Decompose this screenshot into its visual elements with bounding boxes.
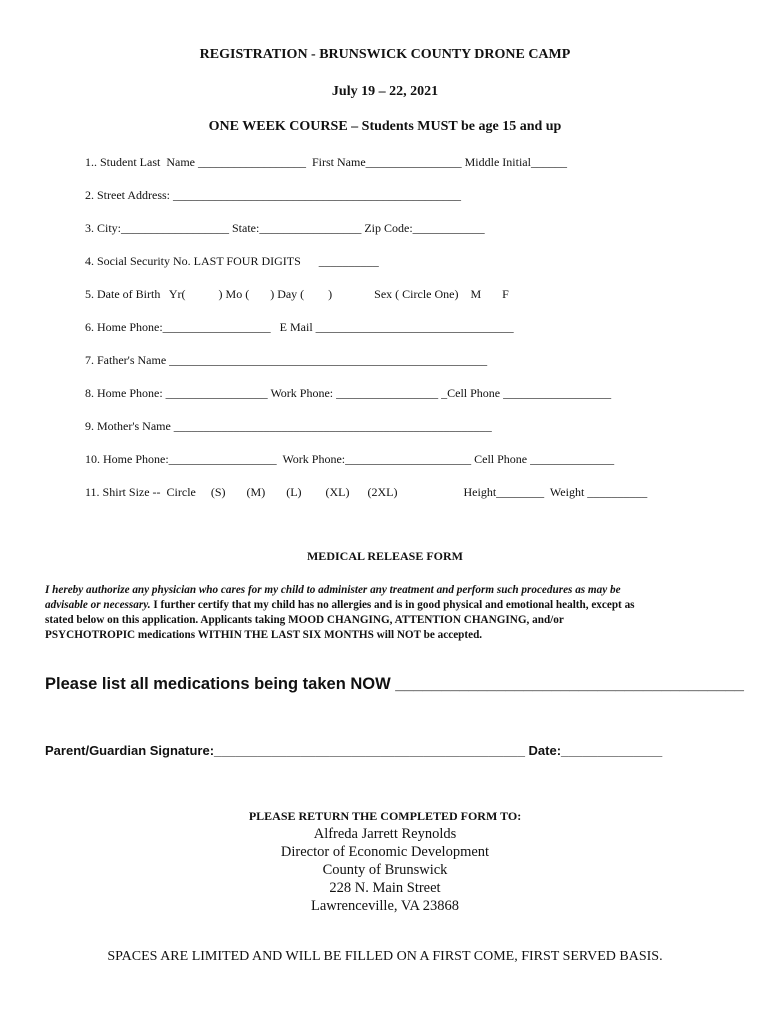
medical-release-title: MEDICAL RELEASE FORM <box>306 549 464 563</box>
field-mothers-name[interactable]: 9. Mother's Name _____________________________________________________ <box>85 419 492 433</box>
field-fathers-name[interactable]: 7. Father's Name _____________________________________________________ <box>85 353 488 367</box>
field-date-of-birth-sex[interactable]: 5. Date of Birth Yr( ) Mo ( ) Day ( ) Sex ( Circle One) M F <box>85 287 509 301</box>
return-heading: PLEASE RETURN THE COMPLETED FORM TO: <box>248 809 522 823</box>
release-italic-line-1: I hereby authorize any physician who cares for my child to administer any treatment and perform such procedures as may be <box>45 584 621 596</box>
release-italic-line-2: advisable or necessary. <box>45 599 151 611</box>
address-line: Alfreda Jarrett Reynolds <box>313 826 457 842</box>
medications-field[interactable]: Please list all medications being taken NOW ______________________________________ <box>45 675 744 693</box>
release-line-3: stated below on this application. Applicants taking MOOD CHANGING, ATTENTION CHANGING, and/or <box>45 614 564 626</box>
medical-release-text <box>45 583 725 643</box>
address-line: 228 N. Main Street <box>329 880 441 896</box>
course-note: ONE WEEK COURSE – Students MUST be age 15 and up <box>208 119 562 134</box>
footer-notice: SPACES ARE LIMITED AND WILL BE FILLED ON A FIRST COME, FIRST SERVED BASIS. <box>107 949 663 964</box>
field-home-phone-email[interactable]: 6. Home Phone:__________________ E Mail _________________________________ <box>85 320 514 334</box>
field-student-name[interactable]: 1.. Student Last Name __________________ First Name________________ Middle Initial______ <box>85 155 567 169</box>
field-ssn-last-four[interactable]: 4. Social Security No. LAST FOUR DIGITS __________ <box>85 254 379 268</box>
form-title: REGISTRATION - BRUNSWICK COUNTY DRONE CAMP <box>199 47 571 62</box>
address-line: Director of Economic Development <box>280 844 490 860</box>
release-line-4: PSYCHOTROPIC medications WITHIN THE LAST SIX MONTHS will NOT be accepted. <box>45 629 483 641</box>
camp-dates: July 19 – 22, 2021 <box>331 84 439 99</box>
field-shirt-size-height-weight[interactable]: 11. Shirt Size -- Circle (S) (M) (L) (XL) (2XL) Height________ Weight __________ <box>85 485 648 499</box>
field-street-address[interactable]: 2. Street Address: ________________________________________________ <box>85 188 461 202</box>
address-line: County of Brunswick <box>322 862 448 878</box>
return-address <box>0 825 770 915</box>
field-mother-phones[interactable]: 10. Home Phone:__________________ Work Phone:_____________________ Cell Phone ______________ <box>85 452 615 466</box>
field-city-state-zip[interactable]: 3. City:__________________ State:_________________ Zip Code:____________ <box>85 221 485 235</box>
field-father-phones[interactable]: 8. Home Phone: _________________ Work Phone: _________________ _Cell Phone __________________ <box>85 386 612 400</box>
address-line: Lawrenceville, VA 23868 <box>310 898 460 914</box>
signature-date-field[interactable]: Parent/Guardian Signature:___________________________________________ Date:______________ <box>45 743 663 758</box>
release-line-2: I further certify that my child has no allergies and is in good physical and emotional health, except as <box>150 599 635 611</box>
